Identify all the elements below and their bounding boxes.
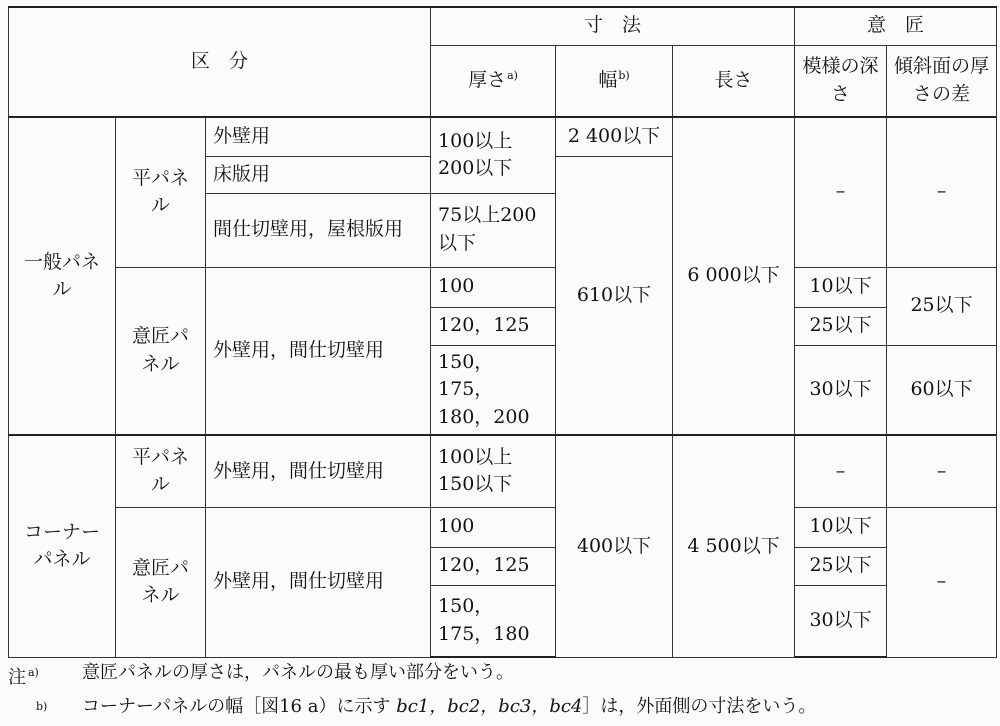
note-b bbox=[8, 692, 816, 726]
general-design-label: 意匠パネル bbox=[116, 267, 206, 435]
corner-flat-slope-diff: – bbox=[887, 435, 997, 507]
corner-design-depth-b: 25以下 bbox=[795, 547, 887, 585]
general-flat-pattern-depth: – bbox=[795, 117, 887, 267]
general-design-thickness-b: 120，125 bbox=[431, 307, 556, 345]
corner-panel-label: コーナーパネル bbox=[9, 435, 116, 657]
footnote-mark-a: a) bbox=[507, 68, 518, 82]
note-a-text: 意匠パネルの厚さは，パネルの最も厚い部分をいう。 bbox=[82, 662, 514, 683]
note-b-label: b) bbox=[36, 700, 48, 713]
header-thickness: 厚さ$^{a)}$ bbox=[431, 45, 556, 117]
corner-design-label: 意匠パネル bbox=[116, 507, 206, 657]
general-design-depth-a: 10以下 bbox=[795, 267, 887, 307]
header-width: 幅$^{b)}$ bbox=[556, 45, 673, 117]
header-length: 長さ bbox=[673, 45, 795, 117]
header-slope-diff: 傾斜面の厚さの差 bbox=[887, 45, 997, 117]
corner-flat-pattern-depth: – bbox=[795, 435, 887, 507]
corner-design-thickness-c: 150，175，180 bbox=[431, 585, 556, 657]
note-b-text: コーナーパネルの幅［図16 a）に示す bc1，bc2，bc3，bc4］は，外面側の寸法をいう。 bbox=[82, 696, 817, 717]
general-design-use: 外壁用，間仕切壁用 bbox=[206, 267, 431, 435]
corner-width: 400以下 bbox=[556, 435, 673, 657]
header-category: 区 分 bbox=[9, 7, 431, 117]
general-flat-use-floor: 床版用 bbox=[206, 156, 431, 193]
general-flat-thickness-1: 100以上200以下 bbox=[431, 117, 556, 193]
corner-design-use: 外壁用，間仕切壁用 bbox=[206, 507, 431, 657]
corner-design-thickness-a: 100 bbox=[431, 507, 556, 547]
corner-flat-use: 外壁用，間仕切壁用 bbox=[206, 435, 431, 507]
corner-design-slope: – bbox=[887, 507, 997, 657]
corner-design-thickness-b: 120，125 bbox=[431, 547, 556, 585]
general-flat-thickness-2: 75以上200以下 bbox=[431, 193, 556, 267]
general-length: 6 000以下 bbox=[673, 117, 795, 435]
general-design-depth-c: 30以下 bbox=[795, 345, 887, 435]
general-design-thickness-a: 100 bbox=[431, 267, 556, 307]
corner-length: 4 500以下 bbox=[673, 435, 795, 657]
note-mark: 注 bbox=[8, 667, 26, 688]
general-design-thickness-c: 150，175，180，200 bbox=[431, 345, 556, 435]
footnote-mark-b: b) bbox=[618, 68, 630, 82]
corner-flat-thickness: 100以上150以下 bbox=[431, 435, 556, 507]
header-dimensions: 寸 法 bbox=[431, 7, 795, 45]
corner-flat-label: 平パネル bbox=[116, 435, 206, 507]
header-design: 意 匠 bbox=[795, 7, 997, 45]
general-flat-label: 平パネル bbox=[116, 117, 206, 267]
note-a bbox=[8, 658, 816, 692]
dimension-spec-table bbox=[8, 6, 997, 658]
general-flat-width-exterior: 2 400以下 bbox=[556, 117, 673, 156]
general-design-slope-c: 60以下 bbox=[887, 345, 997, 435]
general-design-depth-b: 25以下 bbox=[795, 307, 887, 345]
general-width-common: 610以下 bbox=[556, 156, 673, 435]
table-notes bbox=[8, 658, 816, 726]
corner-design-depth-c: 30以下 bbox=[795, 585, 887, 657]
general-flat-slope-diff: – bbox=[887, 117, 997, 267]
corner-design-depth-a: 10以下 bbox=[795, 507, 887, 547]
general-design-slope-ab: 25以下 bbox=[887, 267, 997, 345]
general-flat-use-exterior: 外壁用 bbox=[206, 117, 431, 156]
general-panel-label: 一般パネル bbox=[9, 117, 116, 435]
header-pattern-depth: 模様の深さ bbox=[795, 45, 887, 117]
general-flat-use-partition-roof: 間仕切壁用，屋根版用 bbox=[206, 193, 431, 267]
note-a-label: a) bbox=[28, 666, 39, 679]
